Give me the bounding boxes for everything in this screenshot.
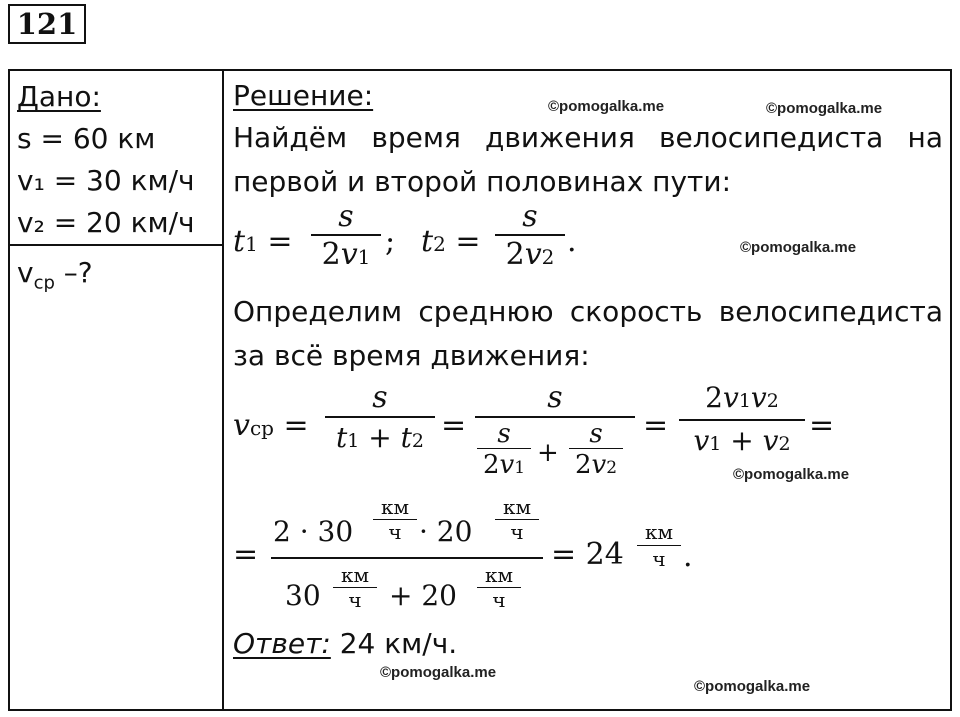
formula-times: t1 = s 2v1 ; t2 = s 2v2 . <box>233 199 577 272</box>
column-divider <box>222 69 224 711</box>
given-line-v1: v₁ = 30 км/ч <box>17 164 195 197</box>
watermark: ©pomogalka.me <box>380 664 497 681</box>
watermark: ©pomogalka.me <box>766 100 883 117</box>
find-line: $v_{ср}$ –? <box>17 256 93 294</box>
given-divider <box>8 244 223 246</box>
solution-title: Решение: <box>233 79 374 112</box>
given-section <box>17 76 195 244</box>
solution-paragraph-1: Найдём время движения велосипедиста на первой и второй половинах пути: <box>233 121 943 198</box>
formula-average-speed: vср = s t1 + t2 = s s 2v1 + s 2v2 = 2v1v2 v1 + v2 = <box>233 380 835 480</box>
formula-calculation: = 2 · 30 км ч · 20 км ч 30 км ч + 20 км ч = 24 км ч . <box>233 495 693 612</box>
answer-line <box>233 622 457 666</box>
given-line-s: s = 60 км <box>17 122 156 155</box>
answer-label: Ответ: <box>233 627 331 660</box>
given-line-v2: v₂ = 20 км/ч <box>17 206 195 239</box>
watermark: ©pomogalka.me <box>740 239 857 256</box>
watermark: ©pomogalka.me <box>733 466 850 483</box>
answer-value: 24 км/ч. <box>339 627 458 660</box>
problem-number: 121 <box>16 7 78 41</box>
watermark: ©pomogalka.me <box>548 98 665 115</box>
problem-number-box <box>8 4 86 44</box>
watermark: ©pomogalka.me <box>694 678 811 695</box>
given-title: Дано: <box>17 80 101 113</box>
solution-paragraph-2: Определим среднюю скорость велосипедиста за всё время движения: <box>233 295 943 372</box>
